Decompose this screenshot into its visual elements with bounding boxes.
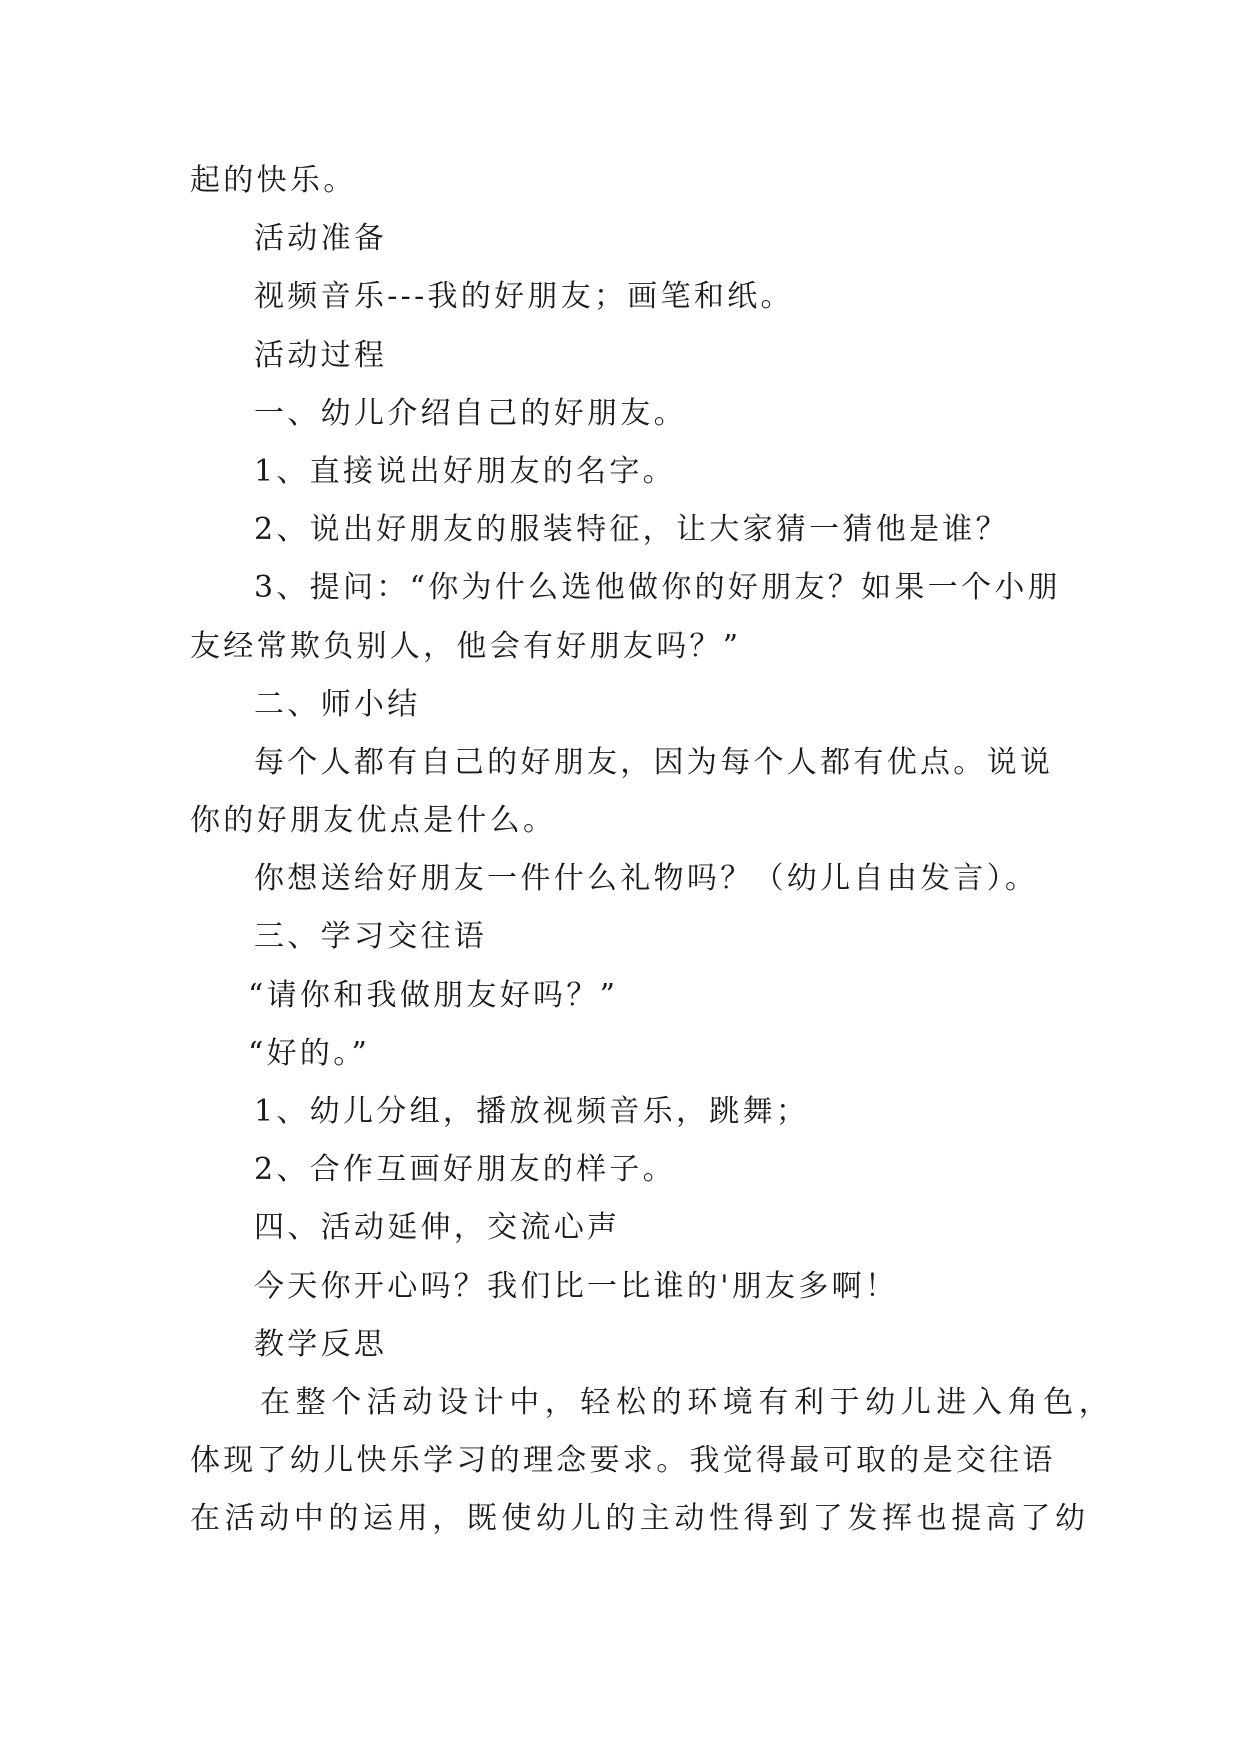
- text-line: “好的。”: [248, 1035, 371, 1071]
- document-body: [190, 152, 1115, 1549]
- text-line: 起的快乐。: [190, 163, 357, 198]
- text-line: 一、幼儿介绍自己的好朋友。: [254, 395, 687, 431]
- text-line: 2、合作互画好朋友的样子。: [254, 1152, 676, 1188]
- section-heading: 教学反思: [254, 1326, 388, 1362]
- section-heading: 活动准备: [254, 221, 388, 257]
- text-line: 三、学习交往语: [254, 919, 488, 955]
- text-line: 你的好朋友优点是什么。: [190, 803, 557, 839]
- text-line: 你想送给好朋友一件什么礼物吗？（幼儿自由发言）。: [254, 861, 1039, 897]
- text-line: 二、师小结: [254, 686, 421, 722]
- text-line: 3、提问：“你为什么选他做你的好朋友？如果一个小朋: [254, 570, 1061, 606]
- text-line: 在整个活动设计中，轻松的环境有利于幼儿进入角色，: [260, 1384, 1115, 1420]
- text-line: 1、幼儿分组，播放视频音乐，跳舞；: [254, 1094, 810, 1129]
- text-line: 每个人都有自己的好朋友，因为每个人都有优点。说说: [254, 744, 1054, 780]
- text-line: 2、说出好朋友的服装特征，让大家猜一猜他是谁？: [254, 512, 1009, 548]
- text-line: 视频音乐---我的好朋友；画笔和纸。: [254, 279, 794, 315]
- text-line: 友经常欺负别人，他会有好朋友吗？”: [190, 628, 742, 664]
- text-line: 1、直接说出好朋友的名字。: [254, 453, 676, 489]
- text-line: 四、活动延伸，交流心声: [254, 1210, 621, 1246]
- section-heading: 活动过程: [254, 337, 388, 373]
- text-line: 今天你开心吗？我们比一比谁的'朋友多啊！: [254, 1268, 899, 1304]
- text-line: 在活动中的运用，既使幼儿的主动性得到了发挥也提高了幼: [190, 1501, 1090, 1537]
- text-line: 体现了幼儿快乐学习的理念要求。我觉得最可取的是交往语: [190, 1443, 1056, 1479]
- text-line: “请你和我做朋友好吗？”: [248, 977, 619, 1013]
